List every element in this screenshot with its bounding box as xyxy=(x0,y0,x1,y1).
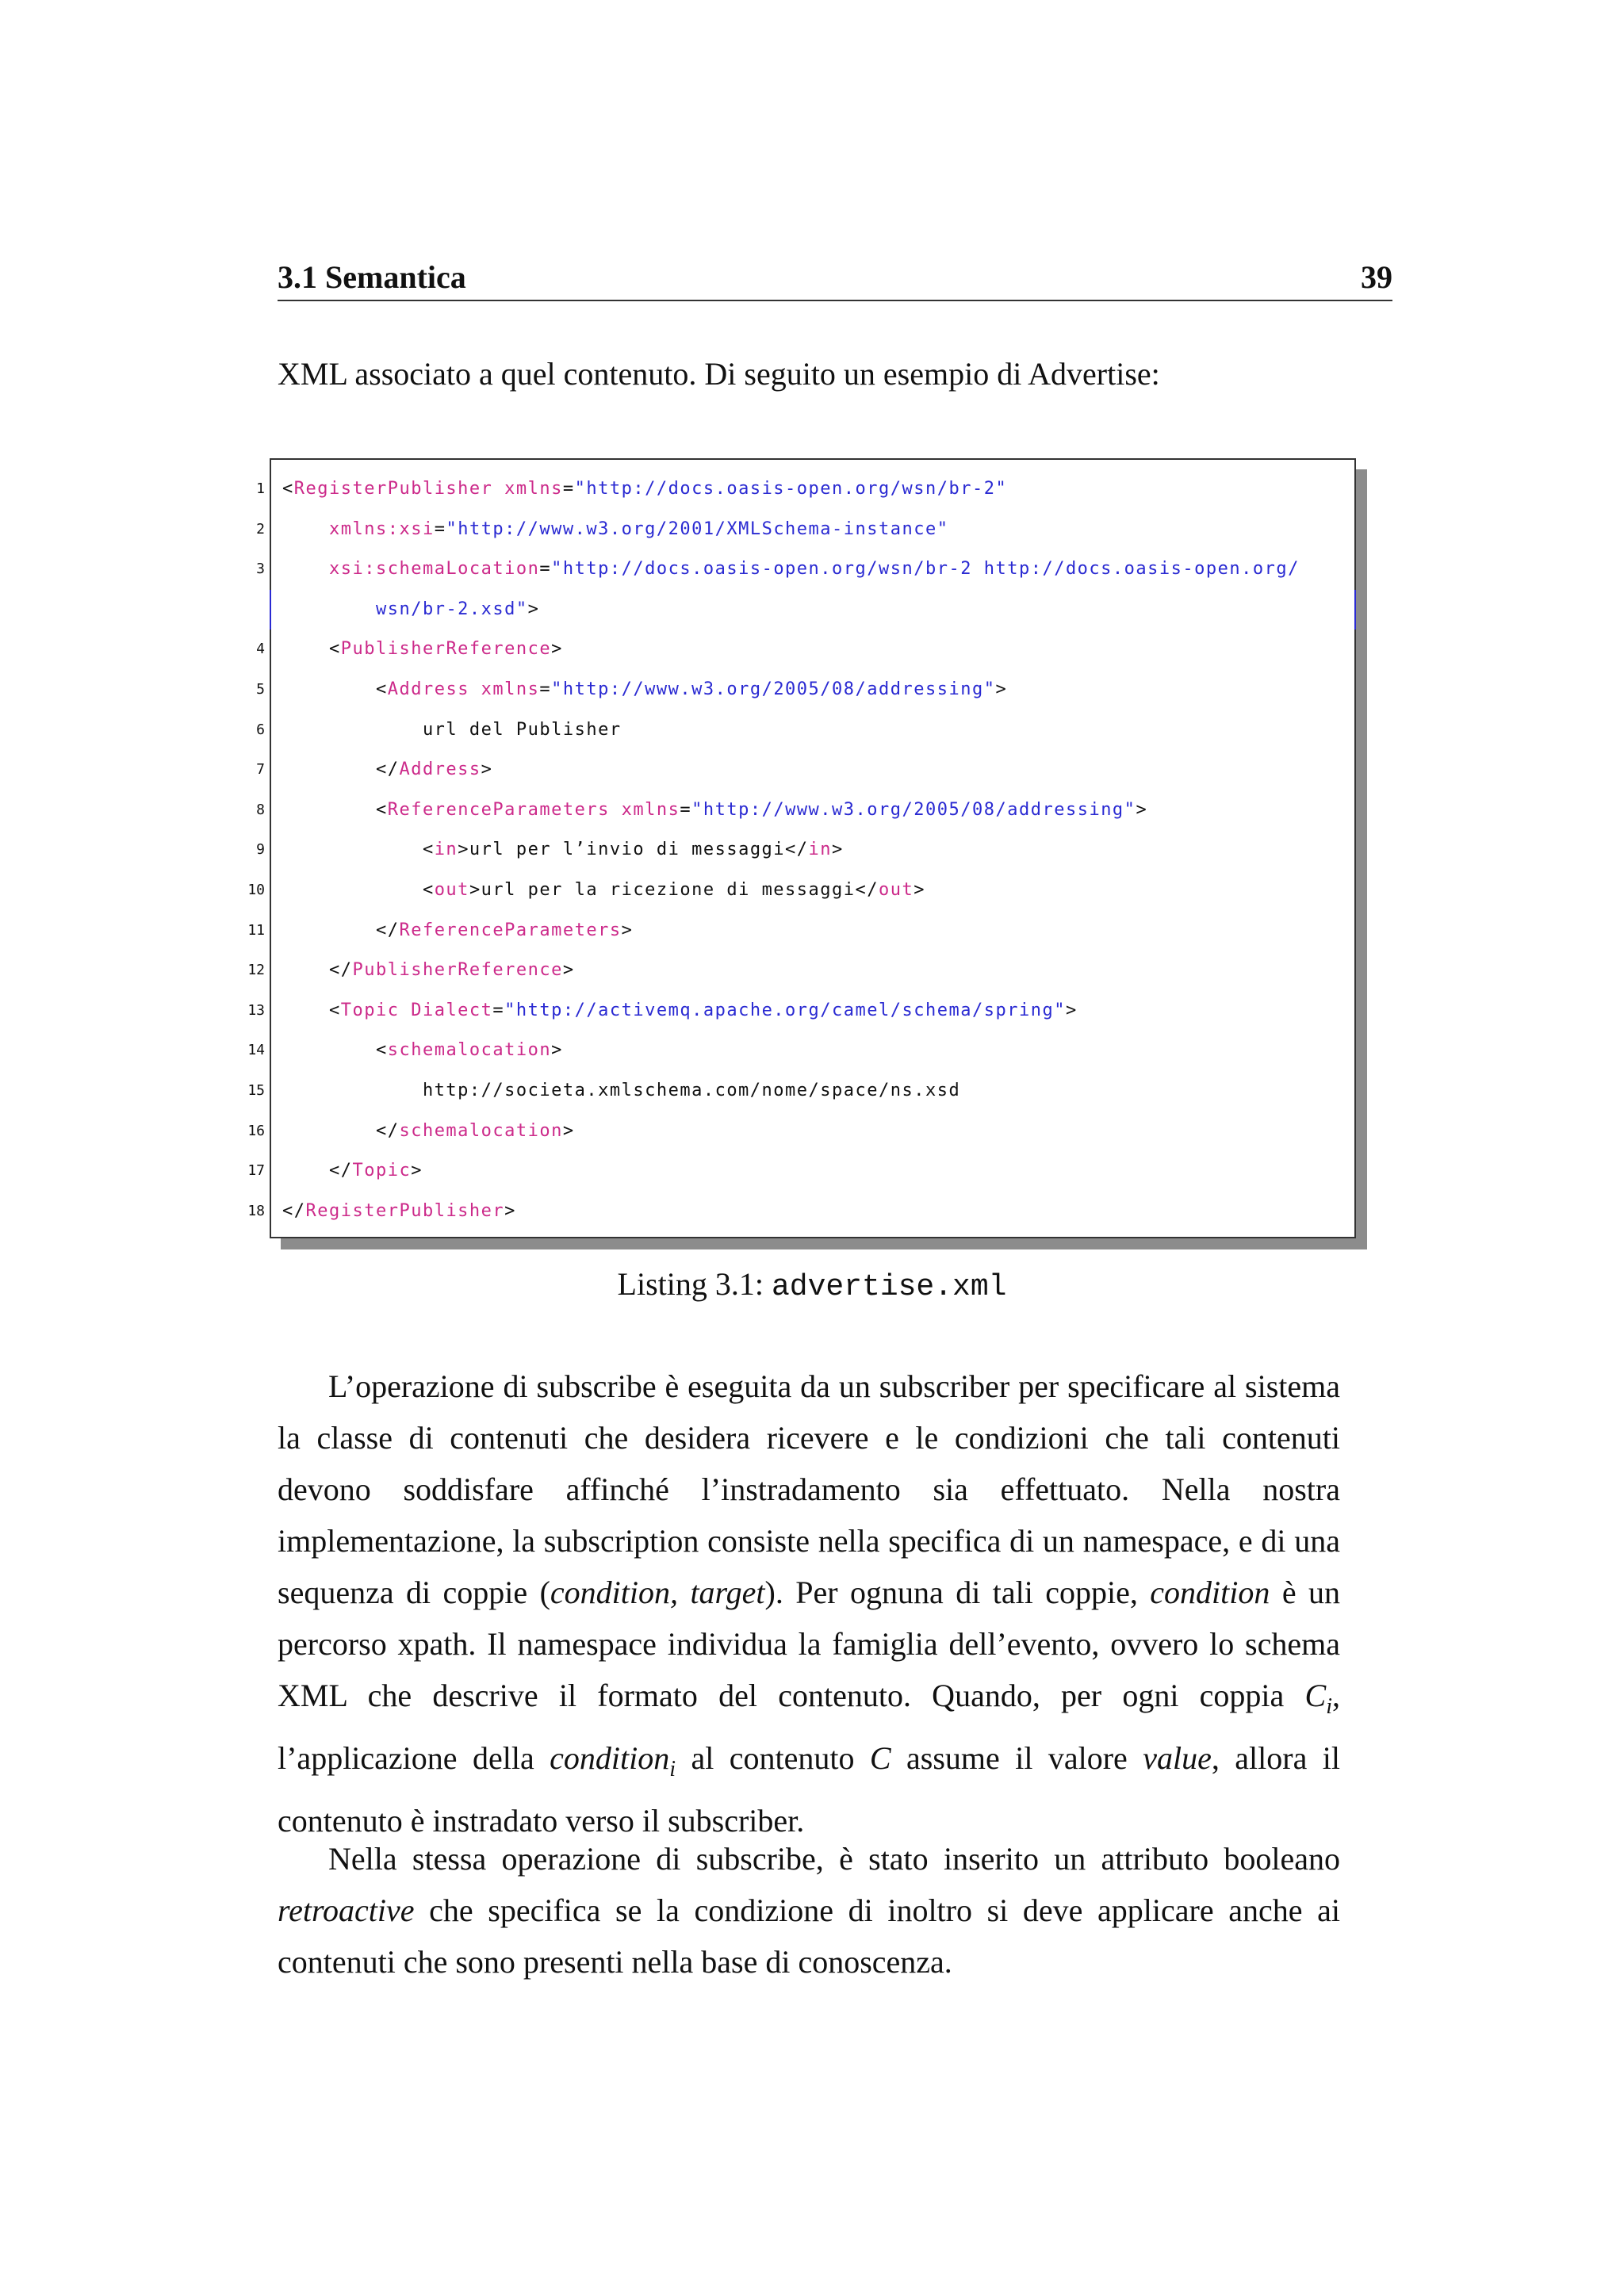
code-text xyxy=(282,830,844,870)
code-text xyxy=(282,710,622,750)
xml-string-token: "http://docs.oasis-open.org/wsn/br-2" xyxy=(574,479,1008,499)
xml-tag-token: PublisherReference xyxy=(352,960,563,981)
text-run: L’operazione di subscribe è eseguita da un subscriber per specificare al sistema la classe di contenuti che desidera ricevere e le condizioni che tali contenuti devono soddisfare affinché l’instradamento sia effettuato. Nella nostra implementazione, la subscription consiste nella specifica di un namespace, e di una sequenza di coppie ( xyxy=(278,1368,1340,1610)
code-text xyxy=(282,629,563,669)
code-text xyxy=(282,549,1300,589)
code-line xyxy=(256,510,1354,549)
code-token: > xyxy=(1065,1000,1078,1020)
code-token: > xyxy=(551,1040,563,1061)
xml-tag-token: ReferenceParameters xmlns xyxy=(387,799,680,820)
code-token: >url per la ricezione di messaggi</ xyxy=(469,880,879,900)
code-text xyxy=(282,1151,423,1191)
xml-tag-token: out xyxy=(434,880,469,900)
code-token xyxy=(282,599,376,619)
text-run: , allora il contenuto è instradato verso il subscriber. xyxy=(278,1740,1340,1839)
line-number: 16 xyxy=(247,1122,265,1139)
code-text xyxy=(282,1112,575,1151)
code-token: = xyxy=(492,1000,505,1020)
code-line xyxy=(271,590,1354,629)
caption-label: Listing 3.1: xyxy=(617,1266,764,1302)
code-line xyxy=(247,1071,1354,1111)
code-token: = xyxy=(434,519,446,539)
line-number: 1 xyxy=(256,480,265,497)
xml-tag-token: xsi:schemaLocation xyxy=(328,559,540,580)
line-number: 4 xyxy=(256,641,265,658)
text-run: , l’applicazione della xyxy=(278,1678,1340,1776)
code-text xyxy=(282,750,492,790)
code-line xyxy=(247,911,1354,951)
xml-tag-token: ReferenceParameters xyxy=(399,920,622,940)
code-token: </ xyxy=(282,760,400,780)
code-text xyxy=(282,991,1078,1031)
xml-tag-token: PublisherReference xyxy=(340,639,552,660)
code-line xyxy=(256,549,1354,589)
running-head xyxy=(278,255,1392,301)
section-title: 3.1 Semantica xyxy=(278,259,466,295)
xml-tag-token: Topic Dialect xyxy=(340,1000,493,1020)
code-text xyxy=(282,469,1007,509)
xml-string-token: wsn/br-2.xsd" xyxy=(375,599,528,619)
italic-text: condition, target xyxy=(550,1575,765,1610)
code-line xyxy=(247,871,1354,910)
code-token: >url per l’invio di messaggi</ xyxy=(458,840,809,860)
italic-text: condition xyxy=(550,1740,670,1776)
line-number: 6 xyxy=(256,721,265,738)
code-text xyxy=(282,951,575,990)
line-number: 9 xyxy=(256,841,265,859)
code-token: = xyxy=(680,799,692,820)
italic-text: C xyxy=(869,1740,891,1776)
xml-string-token: "http://www.w3.org/2005/08/addressing" xyxy=(691,799,1136,820)
listing-caption xyxy=(0,1265,1624,1304)
text-run: al contenuto xyxy=(676,1740,870,1776)
line-number: 2 xyxy=(256,520,265,538)
code-line xyxy=(247,991,1354,1031)
code-token: > xyxy=(995,679,1008,699)
code-token: > xyxy=(504,1200,516,1221)
xml-tag-token: schemalocation xyxy=(399,1120,563,1141)
xml-string-token: "http://activemq.apache.org/camel/schema/spring" xyxy=(504,1000,1066,1020)
subscript-text: i xyxy=(669,1757,676,1781)
code-text xyxy=(282,911,633,951)
text-run: ). Per ognuna di tali coppie, xyxy=(764,1575,1151,1610)
code-text xyxy=(282,1031,563,1070)
italic-text: retroactive xyxy=(278,1892,415,1928)
code-token: > xyxy=(411,1161,423,1181)
xml-tag-token: Topic xyxy=(352,1161,412,1181)
code-token: < xyxy=(282,840,435,860)
xml-tag-token: xmlns:xsi xyxy=(328,519,435,539)
code-token: </ xyxy=(282,1120,400,1141)
code-text xyxy=(282,510,949,549)
xml-tag-token: Address xmlns xyxy=(387,679,540,699)
code-token: = xyxy=(539,679,552,699)
code-line xyxy=(247,1192,1354,1231)
code-token xyxy=(282,559,329,579)
line-number: 17 xyxy=(247,1162,265,1180)
code-text xyxy=(282,1192,516,1231)
xml-tag-token: RegisterPublisher xyxy=(305,1200,505,1221)
code-line xyxy=(247,1031,1354,1070)
code-token: </ xyxy=(282,1200,306,1221)
line-number: 7 xyxy=(256,761,265,779)
intro-text: XML associato a quel contenuto. Di seguito un esempio di Advertise: xyxy=(278,356,1160,392)
xml-tag-token: Address xyxy=(399,760,481,780)
code-token: </ xyxy=(282,1161,353,1181)
code-token: = xyxy=(562,479,575,499)
code-token: > xyxy=(562,1120,575,1141)
code-token: < xyxy=(282,1040,388,1061)
code-line xyxy=(256,670,1354,710)
paragraph-retroactive xyxy=(278,1833,1340,1988)
code-text xyxy=(282,590,539,629)
code-token: < xyxy=(282,479,294,499)
code-token: url del Publisher xyxy=(282,719,622,740)
code-line xyxy=(256,830,1354,870)
italic-text: value xyxy=(1143,1740,1212,1776)
xml-tag-token: in xyxy=(434,840,458,860)
code-token xyxy=(282,519,329,539)
text-run: Nella stessa operazione di subscribe, è stato inserito un attributo booleano xyxy=(328,1841,1340,1877)
code-token: > xyxy=(1136,799,1148,820)
code-token: > xyxy=(914,880,926,900)
code-text xyxy=(282,790,1147,830)
xml-tag-token: in xyxy=(808,840,833,860)
xml-string-token: "http://www.w3.org/2001/XMLSchema-instance" xyxy=(446,519,949,539)
code-line xyxy=(256,469,1354,509)
code-text xyxy=(282,670,1007,710)
code-token: > xyxy=(832,840,844,860)
code-line xyxy=(256,710,1354,750)
line-number: 8 xyxy=(256,801,265,818)
italic-text: condition xyxy=(1150,1575,1270,1610)
code-line xyxy=(256,750,1354,790)
text-run: è un percorso xpath. Il namespace individua la famiglia dell’evento, ovvero lo schema XML che descrive il formato del contenuto. Quando, per ogni coppia xyxy=(278,1575,1340,1713)
line-number: 3 xyxy=(256,561,265,578)
line-number: 15 xyxy=(247,1082,265,1099)
caption-filename: advertise.xml xyxy=(772,1270,1007,1304)
subscript-text: i xyxy=(1326,1694,1332,1719)
code-token: < xyxy=(282,799,388,820)
code-token: > xyxy=(527,599,540,619)
code-token: http://societa.xmlschema.com/nome/space/ns.xsd xyxy=(282,1081,961,1100)
xml-tag-token: schemalocation xyxy=(387,1040,552,1061)
xml-tag-token: RegisterPublisher xmlns xyxy=(293,479,563,499)
code-token: > xyxy=(562,960,575,981)
code-token: </ xyxy=(282,960,353,981)
code-line xyxy=(256,629,1354,669)
xml-string-token: "http://www.w3.org/2005/08/addressing" xyxy=(551,679,996,699)
code-line xyxy=(247,1112,1354,1151)
code-token: > xyxy=(621,920,634,940)
code-text xyxy=(282,1071,960,1111)
code-token: < xyxy=(282,639,341,660)
line-number: 12 xyxy=(247,962,265,979)
line-number: 10 xyxy=(247,882,265,898)
code-line xyxy=(247,951,1354,990)
code-token: > xyxy=(481,760,493,780)
xml-tag-token: out xyxy=(879,880,914,900)
line-number: 11 xyxy=(247,921,265,939)
paragraph-subscribe xyxy=(278,1360,1340,1846)
code-line xyxy=(256,790,1354,830)
line-number: 5 xyxy=(256,681,265,698)
code-token: </ xyxy=(282,920,400,940)
text-run: assume il valore xyxy=(891,1740,1143,1776)
line-number: 18 xyxy=(247,1202,265,1219)
code-token: < xyxy=(282,679,388,699)
line-number: 13 xyxy=(247,1001,265,1019)
xml-string-token: "http://docs.oasis-open.org/wsn/br-2 http://docs.oasis-open.org/ xyxy=(551,559,1300,580)
code-line xyxy=(247,1151,1354,1191)
code-token: < xyxy=(282,1000,341,1020)
italic-text: C xyxy=(1304,1678,1327,1713)
code-token: > xyxy=(551,639,563,660)
line-number: 14 xyxy=(247,1042,265,1059)
code-token: = xyxy=(539,559,552,580)
code-listing xyxy=(247,458,1356,1238)
code-token: < xyxy=(282,880,435,900)
page-number: 39 xyxy=(1361,259,1392,295)
code-text xyxy=(282,871,925,910)
text-run: che specifica se la condizione di inoltro si deve applicare anche ai contenuti che sono presenti nella base di conoscenza. xyxy=(278,1892,1340,1980)
